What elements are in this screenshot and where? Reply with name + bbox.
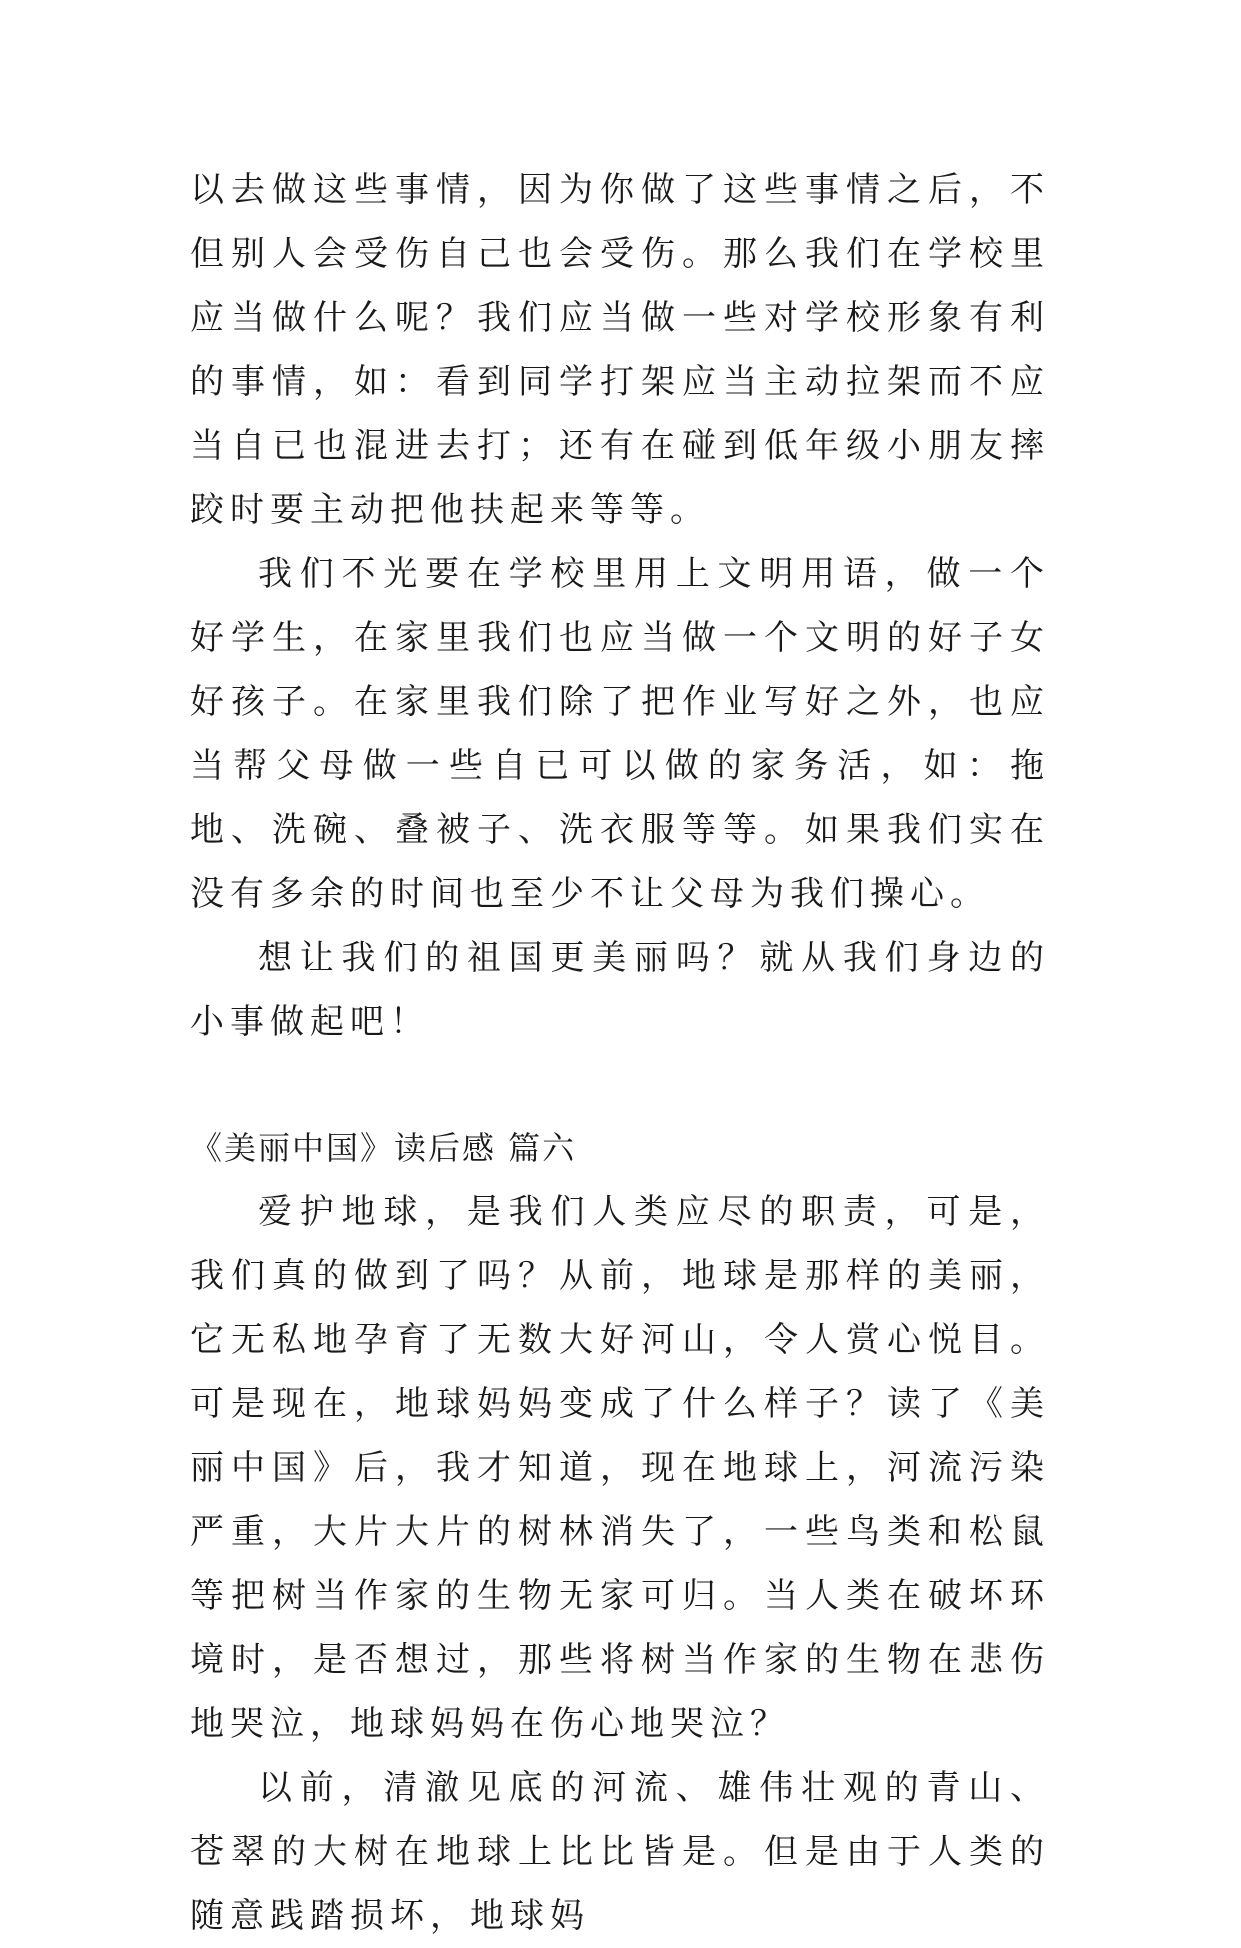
paragraph-family: 我们不光要在学校里用上文明用语，做一个好学生，在家里我们也应当做一个文明的好子女好孩子。在家里我们除了把作业写好之外，也应当帮父母做一些自已可以做的家务活，如：拖地、洗碗、叠被子、洗衣服等等。如果我们实在没有多余的时间也至少不让父母为我们操心。 — [190, 554, 1050, 914]
section-heading: 《美丽中国》读后感 篇六 — [190, 1129, 577, 1167]
paragraph-continuation: 以去做这些事情，因为你做了这些事情之后，不但别人会受伤自己也会受伤。那么我们在学校里应当做什么呢？我们应当做一些对学校形象有利的事情，如：看到同学打架应当主动拉架而不应当自已也混进去打；还有在碰到低年级小朋友摔跤时要主动把他扶起来等等。 — [190, 170, 1050, 530]
paragraph-earth: 爱护地球，是我们人类应尽的职责，可是，我们真的做到了吗？从前，地球是那样的美丽，它无私地孕育了无数大好河山，令人赏心悦目。可是现在，地球妈妈变成了什么样子？读了《美丽中国》后，我才知道，现在地球上，河流污染严重，大片大片的树林消失了，一些鸟类和松鼠等把树当作家的生物无家可归。当人类在破坏环境时，是否想过，那些将树当作家的生物在悲伤地哭泣，地球妈妈在伤心地哭泣？ — [190, 1192, 1050, 1744]
paragraph-closing: 想让我们的祖国更美丽吗？就从我们身边的小事做起吧！ — [190, 938, 1050, 1042]
document-page — [190, 158, 1050, 1948]
paragraph-past: 以前，清澈见底的河流、雄伟壮观的青山、苍翠的大树在地球上比比皆是。但是由于人类的随意践踏损坏，地球妈 — [190, 1768, 1050, 1936]
section-spacer — [190, 1054, 1050, 1116]
